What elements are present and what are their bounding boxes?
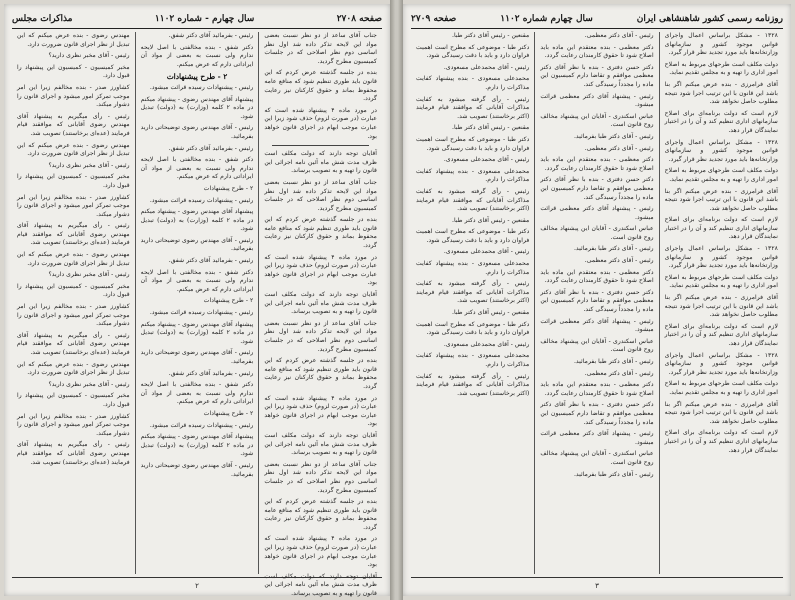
paragraph: آقای فرامرزی - بنده عرض میکنم اگر بنا باشد این قانون با این ترتیب اجرا شود نتیجه مطلوب حاصل نخواهد شد. — [664, 400, 778, 425]
right-page-column-2 — [535, 32, 659, 574]
paragraph: بنده در جلسه گذشته عرض کردم که این قانون باید طوری تنظیم شود که منافع عامه محفوظ بماند و حقوق کارکنان نیز رعایت گردد. — [264, 357, 377, 390]
paragraph: دکتر معظمی - بنده معتقدم این ماده باید اصلاح شود تا حقوق کارمندان رعایت گردد. — [540, 43, 654, 60]
paragraph: دکتر حسن دفتری - بنده با نظر آقای دکتر معظمی موافقم و تقاضا دارم کمیسیون این ماده را مجدداً رسیدگی کند. — [540, 176, 654, 201]
paragraph: رئیس - آقای دکتر طبا بفرمائید. — [573, 358, 654, 365]
paragraph: رئیس - بفرمائید آقای دکتر شفق. — [168, 144, 254, 152]
paragraph: آقایان توجه دارند که دولت مکلف است ظرف مدت شش ماه آئین نامه اجرائی این قانون را تهیه و به تصویب برساند. — [264, 431, 377, 457]
left-page-column-3 — [12, 32, 136, 574]
column-divider — [272, 145, 369, 146]
paragraph: محمدعلی مسعودی - بنده پیشنهاد کفایت مذاکرات را دارم. — [416, 167, 530, 184]
paragraph: دکتر طبا - موضوعی که مطرح است اهمیت فراوان دارد و باید با دقت رسیدگی شود. — [416, 43, 530, 60]
paragraph: مخبر کمیسیون - کمیسیون این پیشنهاد را قبول دارد. — [16, 392, 130, 408]
paragraph: عباس اسکندری - آقایان این پیشنهاد مخالف روح قانون است. — [540, 337, 654, 354]
left-page-issue: سال چهارم - شماره ۱۱۰۲ — [154, 14, 255, 24]
right-page-number: صفحه ۲۷۰۹ — [411, 14, 457, 24]
right-page-issue: سال چهارم شماره ۱۱۰۲ — [500, 14, 593, 24]
paragraph: آقایان توجه دارند که دولت مکلف است ظرف مدت شش ماه آئین نامه اجرائی این قانون را تهیه و به تصویب برساند. — [264, 150, 377, 175]
paragraph: رئیس - آقای مهندس رضوی توضیحاتی دارید بفرمائید. — [140, 124, 254, 140]
paragraph: رئیس - پیشنهادات رسیده قرائت میشود. — [149, 196, 254, 204]
paragraph: جناب آقای ساعد از دو نظر نسبت بعضی مواد این لایحه تذکر داده شد اول نظر اساسی دوم نظر اصلاحی که در جلسات کمیسیون مطرح گردید. — [264, 32, 377, 65]
paragraph: رئیس - آقای مخبر نظری دارید؟ — [48, 271, 130, 279]
left-footer-number: ۲ — [195, 582, 199, 590]
right-page-header — [411, 12, 783, 26]
paragraph: رئیس - بفرمائید آقای دکتر شفق. — [168, 32, 254, 39]
paragraph: مخبر کمیسیون - کمیسیون این پیشنهاد را قبول دارد. — [16, 282, 130, 299]
paragraph: رئیس - پیشنهاد آقای دکتر معظمی قرائت میشود. — [540, 92, 654, 109]
paragraph: مقنعین - رئیس آقای دکتر طبا. — [452, 32, 530, 39]
paragraph: دکتر حسن دفتری - بنده با نظر آقای دکتر معظمی موافقم و تقاضا دارم کمیسیون این ماده را مجدداً رسیدگی کند. — [540, 401, 654, 426]
paragraph: محمدعلی مسعودی - بنده پیشنهاد کفایت مذاکرات را دارم. — [416, 260, 530, 276]
right-page — [403, 4, 791, 596]
left-page-column-1 — [259, 32, 382, 598]
paragraph: جناب آقای ساعد از دو نظر نسبت بعضی مواد این لایحه تذکر داده شد اول نظر اساسی دوم نظر اصلاحی که در جلسات کمیسیون مطرح گردید. — [264, 319, 377, 353]
paragraph: رئیس - آقای دکتر معظمی. — [584, 369, 654, 377]
paragraph: دکتر معظمی - بنده معتقدم این ماده باید اصلاح شود تا حقوق کارمندان رعایت گردد. — [540, 381, 654, 397]
paragraph: دکتر طبا - موضوعی که مطرح است اهمیت فراوان دارد و باید با دقت رسیدگی شود. — [416, 320, 530, 337]
paragraph: رئیس - رأی گرفته میشود به کفایت مذاکرات آقایانی که موافقند قیام فرمایند (اکثر برخاستند) تصویب شد. — [416, 280, 530, 305]
paragraph: کشاورز صدر - بنده مخالفم زیرا این امر موجب تمرکز امور میشود و اجرای قانون را دشوار میکند. — [16, 412, 130, 437]
paragraph: ۱۳۲۸ - مشکل براساس اعمال واجرای قوانین موجود کشور و سازمانهای وزارتخانه‌ها باید مورد تجدید نظر قرار گیرد. — [664, 138, 778, 163]
paragraph: آقایان توجه دارند که دولت مکلف است ظرف مدت شش ماه آئین نامه اجرائی این قانون را تهیه و به تصویب برساند. — [264, 291, 377, 316]
paragraph: کشاورز صدر - بنده مخالفم زیرا این امر موجب تمرکز امور میشود و اجرای قانون را دشوار میکند. — [16, 303, 130, 328]
paragraph: دولت مکلف است طرحهای مربوط به اصلاح امور اداری را تهیه و به مجلس تقدیم نماید. — [664, 167, 778, 183]
paragraph: لازم است که دولت برنامه‌ای برای اصلاح سازمانهای اداری تنظیم کند و آن را در اختیار نمایندگان قرار دهد. — [664, 109, 778, 134]
paragraph: عباس اسکندری - آقایان این پیشنهاد مخالف روح قانون است. — [540, 450, 654, 466]
paragraph: جناب آقای ساعد از دو نظر نسبت بعضی مواد این لایحه تذکر داده شد اول نظر اساسی دوم نظر اصلاحی که در جلسات کمیسیون مطرح گردید. — [264, 178, 377, 212]
paragraph: رئیس - آقای دکتر معظمی. — [584, 144, 654, 152]
paragraph: دکتر معظمی - بنده معتقدم این ماده باید اصلاح شود تا حقوق کارمندان رعایت گردد. — [540, 268, 654, 285]
paragraph: بنده در جلسه گذشته عرض کردم که این قانون باید طوری تنظیم شود که منافع عامه محفوظ بماند و حقوق کارکنان نیز رعایت گردد. — [264, 69, 377, 103]
left-columns — [12, 32, 382, 598]
paragraph: رئیس - آقای مهندس رضوی توضیحاتی دارید بفرمائید. — [140, 349, 254, 365]
paragraph: رئیس - پیشنهادات رسیده قرائت میشود. — [149, 421, 254, 429]
paragraph: پیشنهاد آقای مهندس رضوی - پیشنهاد میکنم در ماده ۲ کلمه (وزارت) به (دولت) تبدیل شود. — [140, 433, 254, 458]
paragraph: ۱۳۲۸ - مشکل براساس اعمال واجرای قوانین موجود کشور و سازمانهای وزارتخانه‌ها باید مورد تجدید نظر قرار گیرد. — [664, 351, 778, 376]
paragraph: دولت مکلف است طرحهای مربوط به اصلاح امور اداری را تهیه و به مجلس تقدیم نماید. — [664, 60, 778, 77]
paragraph: رئیس - آقای دکتر طبا بفرمائید. — [573, 245, 654, 253]
paragraph: رئیس - آقای مخبر نظری دارید؟ — [48, 161, 130, 169]
paragraph: آقایان توجه دارند که دولت مکلف است ظرف مدت شش ماه آئین نامه اجرائی این قانون را تهیه و به تصویب برساند. — [264, 572, 377, 598]
paragraph: پیشنهاد آقای مهندس رضوی - پیشنهاد میکنم در ماده ۲ کلمه (وزارت) به (دولت) تبدیل شود. — [140, 208, 254, 233]
paragraph: دکتر شفق - بنده مخالفتی با اصل لایحه ندارم ولی نسبت به بعضی از مواد آن ایراداتی دارم که عرض میکنم. — [140, 43, 254, 68]
paragraph: کشاورز صدر - بنده مخالفم زیرا این امر موجب تمرکز امور میشود و اجرای قانون را دشوار میکند. — [16, 83, 130, 109]
paragraph: بنده در جلسه گذشته عرض کردم که این قانون باید طوری تنظیم شود که منافع عامه محفوظ بماند و حقوق کارکنان نیز رعایت گردد. — [264, 216, 377, 250]
paragraph: مهندس رضوی - بنده عرض میکنم که این تبدیل از نظر اجرای قانون ضرورت دارد. — [16, 251, 130, 267]
paragraph: در مورد ماده ۴ پیشنهاد شده است که عبارت (در صورت لزوم) حذف شود زیرا این عبارت موجب ابهام در اجرای قانون خواهد بود. — [264, 535, 377, 569]
paragraph: محمدعلی مسعودی - بنده پیشنهاد کفایت مذاکرات را دارم. — [416, 75, 530, 91]
paragraph: ۲ - طرح پیشنهادات — [203, 409, 254, 417]
paragraph: رئیس - آقای مخبر نظری دارید؟ — [48, 380, 130, 388]
right-footer-number: ۳ — [595, 582, 599, 590]
left-page-number: صفحه ۲۷۰۸ — [336, 14, 382, 24]
paragraph: آقای فرامرزی - بنده عرض میکنم اگر بنا باشد این قانون با این ترتیب اجرا شود نتیجه مطلوب حاصل نخواهد شد. — [664, 294, 778, 319]
paragraph: در مورد ماده ۴ پیشنهاد شده است که عبارت (در صورت لزوم) حذف شود زیرا این عبارت موجب ابهام در اجرای قانون خواهد بود. — [264, 394, 377, 428]
paragraph: عباس اسکندری - آقایان این پیشنهاد مخالف روح قانون است. — [540, 112, 654, 129]
paragraph: در مورد ماده ۴ پیشنهاد شده است که عبارت (در صورت لزوم) حذف شود زیرا این عبارت موجب ابهام در اجرای قانون خواهد بود. — [264, 106, 377, 140]
right-header-rule — [411, 28, 783, 29]
paragraph: دولت مکلف است طرحهای مربوط به اصلاح امور اداری را تهیه و به مجلس تقدیم نماید. — [664, 273, 778, 290]
left-page — [4, 4, 390, 596]
paragraph: رئیس - رأی میگیریم به پیشنهاد آقای مهندس رضوی آقایانی که موافقند قیام فرمایند (عده‌ای برخاستند) تصویب شد. — [16, 222, 130, 247]
paragraph: رئیس - رأی گرفته میشود به کفایت مذاکرات آقایانی که موافقند قیام فرمایند (اکثر برخاستند) تصویب شد. — [416, 372, 530, 397]
paragraph: رئیس - بفرمائید آقای دکتر شفق. — [168, 257, 254, 265]
right-page-column-3 — [411, 32, 535, 574]
paragraph: دولت مکلف است طرحهای مربوط به اصلاح امور اداری را تهیه و به مجلس تقدیم نماید. — [664, 380, 778, 396]
paragraph: کشاورز صدر - بنده مخالفم زیرا این امر موجب تمرکز امور میشود و اجرای قانون را دشوار میکند. — [16, 193, 130, 218]
section-heading: ۲ - طرح پیشنهادات — [166, 72, 228, 82]
paragraph: دکتر طبا - موضوعی که مطرح است اهمیت فراوان دارد و باید با دقت رسیدگی شود. — [416, 135, 530, 152]
paragraph: رئیس - پیشنهاد آقای دکتر معظمی قرائت میشود. — [540, 205, 654, 221]
paragraph: مهندس رضوی - بنده عرض میکنم که این تبدیل از نظر اجرای قانون ضرورت دارد. — [16, 360, 130, 377]
paragraph: رئیس - پیشنهاد آقای دکتر معظمی قرائت میشود. — [540, 430, 654, 446]
paragraph: مخبر کمیسیون - کمیسیون این پیشنهاد را قبول دارد. — [16, 173, 130, 189]
paragraph: رئیس - پیشنهادات رسیده قرائت میشود. — [149, 83, 254, 91]
paragraph: رئیس - رأی میگیریم به پیشنهاد آقای مهندس رضوی آقایانی که موافقند قیام فرمایند (عده‌ای برخاستند) تصویب شد. — [16, 441, 130, 466]
paragraph: رئیس - آقای محمدعلی مسعودی. — [443, 248, 530, 256]
paragraph: دکتر حسن دفتری - بنده با نظر آقای دکتر معظمی موافقم و تقاضا دارم کمیسیون این ماده را مجدداً رسیدگی کند. — [540, 63, 654, 88]
paragraph: دکتر طبا - موضوعی که مطرح است اهمیت فراوان دارد و باید با دقت رسیدگی شود. — [416, 228, 530, 244]
paragraph: رئیس - آقای مهندس رضوی توضیحاتی دارید بفرمائید. — [140, 236, 254, 253]
paragraph: ۱۳۲۸ - مشکل براساس اعمال واجرای قوانین موجود کشور و سازمانهای وزارتخانه‌ها باید مورد تجدید نظر قرار گیرد. — [664, 32, 778, 57]
paragraph: در مورد ماده ۴ پیشنهاد شده است که عبارت (در صورت لزوم) حذف شود زیرا این عبارت موجب ابهام در اجرای قانون خواهد بود. — [264, 253, 377, 287]
paragraph: لازم است که دولت برنامه‌ای برای اصلاح سازمانهای اداری تنظیم کند و آن را در اختیار نمایندگان قرار دهد. — [664, 322, 778, 347]
paragraph: رئیس - آقای دکتر طبا بفرمائید. — [573, 470, 654, 478]
paragraph: رئیس - آقای محمدعلی مسعودی. — [443, 63, 530, 71]
paragraph: رئیس - رأی گرفته میشود به کفایت مذاکرات آقایانی که موافقند قیام فرمایند (اکثر برخاستند) تصویب شد. — [416, 95, 530, 120]
paragraph: دکتر معظمی - بنده معتقدم این ماده باید اصلاح شود تا حقوق کارمندان رعایت گردد. — [540, 156, 654, 172]
paragraph: رئیس - پیشنهاد آقای دکتر معظمی قرائت میشود. — [540, 317, 654, 334]
paragraph: دکتر شفق - بنده مخالفتی با اصل لایحه ندارم ولی نسبت به بعضی از مواد آن ایراداتی دارم که عرض میکنم. — [140, 156, 254, 181]
right-bottom-rule — [411, 577, 783, 578]
paragraph: رئیس - آقای مهندس رضوی توضیحاتی دارید بفرمائید. — [140, 461, 254, 478]
right-page-column-1 — [660, 32, 783, 574]
paragraph: پیشنهاد آقای مهندس رضوی - پیشنهاد میکنم در ماده ۲ کلمه (وزارت) به (دولت) تبدیل شود. — [140, 320, 254, 345]
paragraph: لازم است که دولت برنامه‌ای برای اصلاح سازمانهای اداری تنظیم کند و آن را در اختیار نمایندگان قرار دهد. — [664, 216, 778, 241]
paragraph: رئیس - رأی گرفته میشود به کفایت مذاکرات آقایانی که موافقند قیام فرمایند (اکثر برخاستند) تصویب شد. — [416, 187, 530, 213]
left-page-header — [12, 12, 382, 26]
paragraph: آقای فرامرزی - بنده عرض میکنم اگر بنا باشد این قانون با این ترتیب اجرا شود نتیجه مطلوب حاصل نخواهد شد. — [664, 187, 778, 212]
paragraph: محمدعلی مسعودی - بنده پیشنهاد کفایت مذاکرات را دارم. — [416, 352, 530, 368]
paragraph: رئیس - بفرمائید آقای دکتر شفق. — [168, 369, 254, 377]
paragraph: مهندس رضوی - بنده عرض میکنم که این تبدیل از نظر اجرای قانون ضرورت دارد. — [16, 141, 130, 158]
paragraph: مقنعین - رئیس آقای دکتر طبا. — [452, 216, 530, 224]
paragraph: رئیس - آقای محمدعلی مسعودی. — [443, 156, 530, 164]
paragraph: رئیس - آقای محمدعلی مسعودی. — [443, 340, 530, 348]
paragraph: رئیس - آقای دکتر معظمی. — [584, 32, 654, 39]
paragraph: رئیس - آقای دکتر معظمی. — [584, 257, 654, 265]
paragraph: مقنعین - رئیس آقای دکتر طبا. — [452, 124, 530, 132]
paragraph: پیشنهاد آقای مهندس رضوی - پیشنهاد میکنم در ماده ۲ کلمه (وزارت) به (دولت) تبدیل شود. — [140, 95, 254, 120]
paragraph: عباس اسکندری - آقایان این پیشنهاد مخالف روح قانون است. — [540, 225, 654, 241]
right-page-section: روزنامه رسمی کشور شاهنشاهی ایران — [636, 14, 783, 24]
book-gutter — [390, 0, 403, 600]
left-header-rule — [12, 28, 382, 29]
paragraph: دکتر حسن دفتری - بنده با نظر آقای دکتر معظمی موافقم و تقاضا دارم کمیسیون این ماده را مجدداً رسیدگی کند. — [540, 288, 654, 314]
paragraph: جناب آقای ساعد از دو نظر نسبت بعضی مواد این لایحه تذکر داده شد اول نظر اساسی دوم نظر اصلاحی که در جلسات کمیسیون مطرح گردید. — [264, 460, 377, 494]
left-page-column-2 — [136, 32, 260, 574]
paragraph: رئیس - رأی میگیریم به پیشنهاد آقای مهندس رضوی آقایانی که موافقند قیام فرمایند (عده‌ای برخاستند) تصویب شد. — [16, 331, 130, 356]
paragraph: رئیس - آقای مخبر نظری دارید؟ — [48, 52, 130, 60]
paragraph: رئیس - پیشنهادات رسیده قرائت میشود. — [149, 309, 254, 317]
right-columns — [411, 32, 783, 574]
paragraph: آقای فرامرزی - بنده عرض میکنم اگر بنا باشد این قانون با این ترتیب اجرا شود نتیجه مطلوب حاصل نخواهد شد. — [664, 80, 778, 106]
paragraph: ۲ - طرح پیشنهادات — [203, 184, 254, 192]
left-bottom-rule — [12, 577, 382, 578]
paragraph: دکتر شفق - بنده مخالفتی با اصل لایحه ندارم ولی نسبت به بعضی از مواد آن ایراداتی دارم که عرض میکنم. — [140, 268, 254, 293]
paragraph: مخبر کمیسیون - کمیسیون این پیشنهاد را قبول دارد. — [16, 63, 130, 80]
paragraph: ۲ - طرح پیشنهادات — [203, 297, 254, 305]
paragraph: لازم است که دولت برنامه‌ای برای اصلاح سازمانهای اداری تنظیم کند و آن را در اختیار نمایندگان قرار دهد. — [664, 429, 778, 454]
paragraph: ۱۳۲۸ - مشکل براساس اعمال واجرای قوانین موجود کشور و سازمانهای وزارتخانه‌ها باید مورد تجدید نظر قرار گیرد. — [664, 245, 778, 270]
paragraph: رئیس - رأی میگیریم به پیشنهاد آقای مهندس رضوی آقایانی که موافقند قیام فرمایند (عده‌ای برخاستند) تصویب شد. — [16, 112, 130, 137]
paragraph: مقنعین - رئیس آقای دکتر طبا. — [452, 309, 530, 317]
left-page-section: مذاکرات مجلس — [12, 14, 73, 24]
paragraph: مهندس رضوی - بنده عرض میکنم که این تبدیل از نظر اجرای قانون ضرورت دارد. — [16, 32, 130, 48]
paragraph: بنده در جلسه گذشته عرض کردم که این قانون باید طوری تنظیم شود که منافع عامه محفوظ بماند و حقوق کارکنان نیز رعایت گردد. — [264, 498, 377, 531]
paragraph: رئیس - آقای دکتر طبا بفرمائید. — [573, 132, 654, 140]
paragraph: دکتر شفق - بنده مخالفتی با اصل لایحه ندارم ولی نسبت به بعضی از مواد آن ایراداتی دارم که عرض میکنم. — [140, 381, 254, 406]
